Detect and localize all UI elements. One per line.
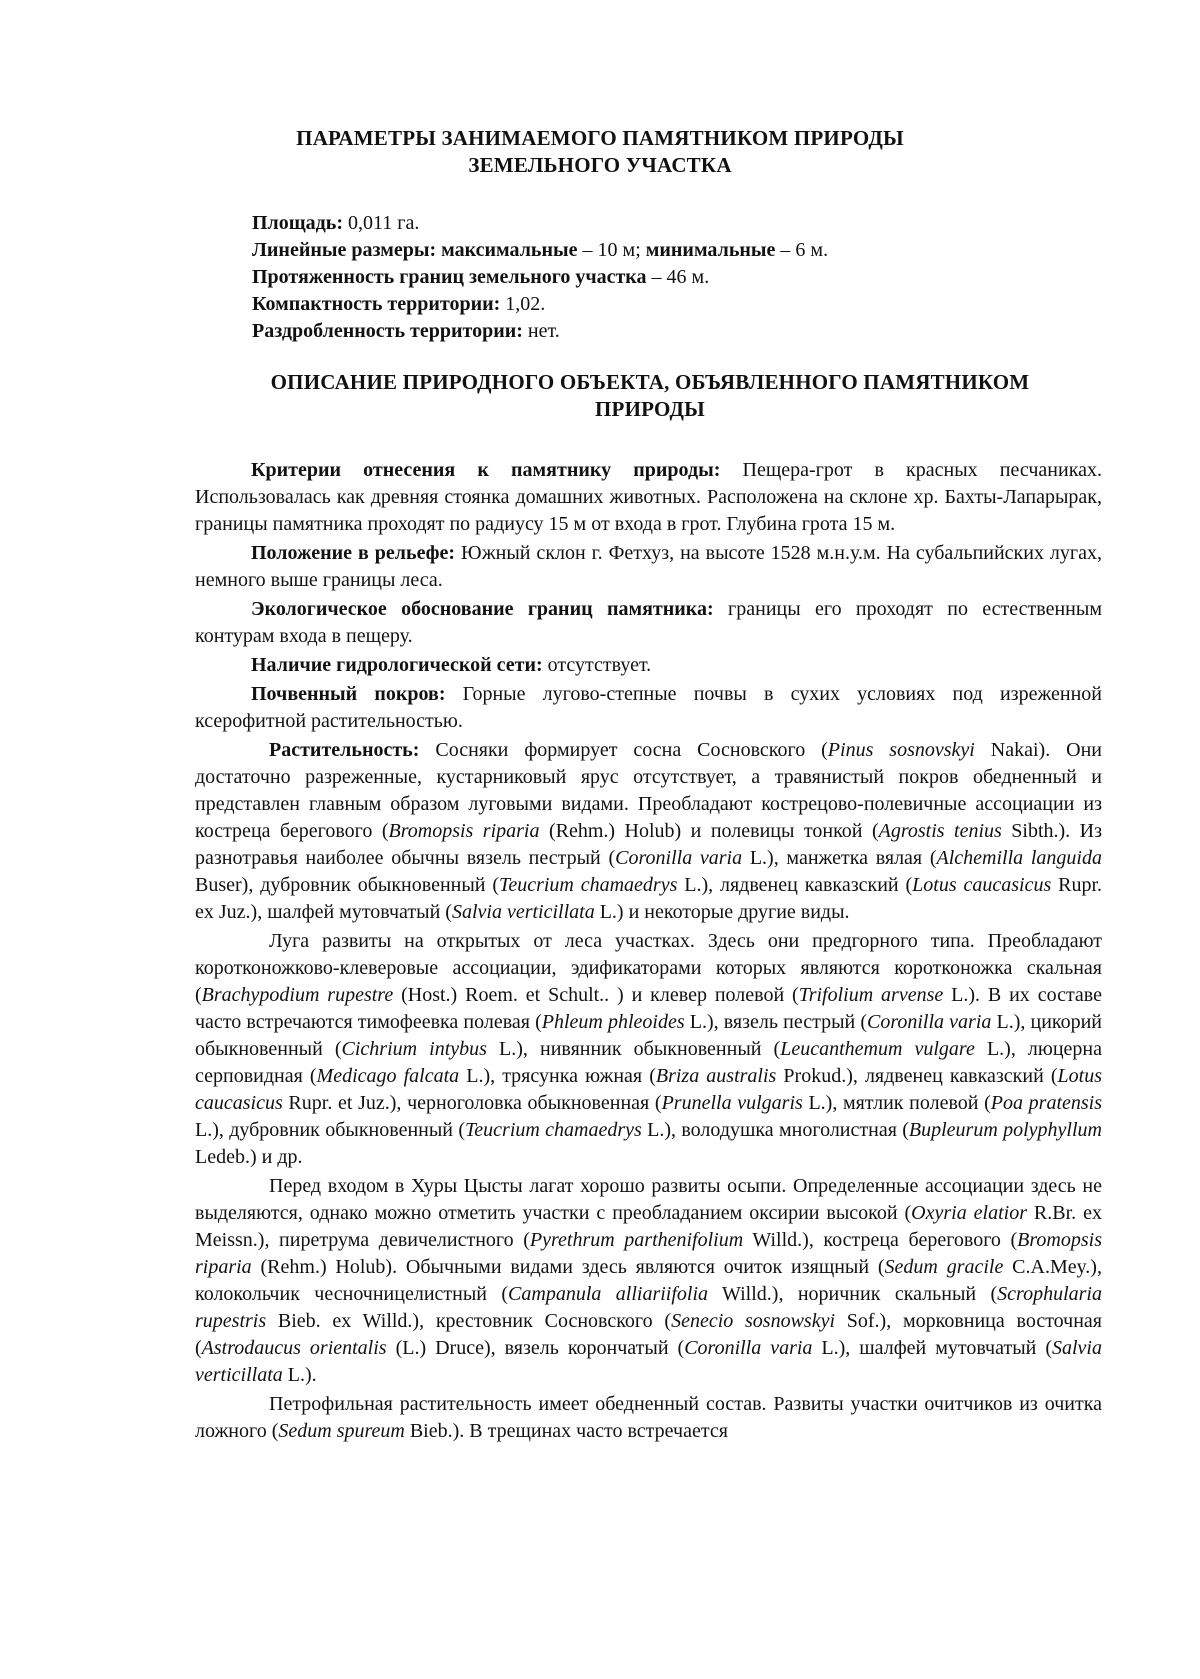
param-compactness: Компактность территории: 1,02. (252, 293, 546, 315)
title-line: ПРИРОДЫ (595, 397, 705, 421)
param-boundary-length: Протяженность границ земельного участка – 46 м. (252, 266, 710, 288)
paragraph-meadows: Луга развиты на открытых от леса участках. Здесь они предгорного типа. Преобладают коротконожково-клеверовые ассоциации, эдификаторами которых являются коротконожка скальная (Brachypodium rupestre (Host.) Roem. et Schult.. ) и клевер полевой (Trifolium arvense L.). В их составе часто встречаются тимофеевка полевая (Phleum phleoides L.), вязель пестрый (Coronilla varia L.), цикорий обыкновенный (Cichrium intybus L.), нивянник обыкновенный (Leucanthemum vulgare L.), люцерна серповидная (Medicago falcata L.), трясунка южная (Briza australis Prokud.), лядвенец кавказский (Lotus caucasicus Rupr. et Juz.), черноголовка обыкновенная (Prunella vulgaris L.), мятлик полевой (Poa pratensis L.), дубровник обыкновенный (Teucrium chamaedrys L.), володушка многолистная (Bupleurum polyphyllum Ledeb.) и др. (195, 930, 1103, 1168)
title-line: ПАРАМЕТРЫ ЗАНИМАЕМОГО ПАМЯТНИКОМ ПРИРОДЫ (296, 126, 904, 150)
paragraph-vegetation: Растительность: Сосняки формирует сосна Сосновского (Pinus sosnovskyi Nakai). Они достаточно разреженные, кустарниковый ярус отсутствует, а травянистый покров обедненный и представлен главным образом луговыми видами. Преобладают кострецово-полевичные ассоциации из костреца берегового (Bromopsis riparia (Rehm.) Holub) и полевицы тонкой (Agrostis tenius Sibth.). Из разнотравья наиболее обычны вязель пестрый (Coronilla varia L.), манжетка вялая (Alchemilla languida Buser), дубровник обыкновенный (Teucrium chamaedrys L.), лядвенец кавказский (Lotus caucasicus Rupr. ex Juz.), шалфей мутовчатый (Salvia verticillata L.) и некоторые другие виды. (195, 739, 1103, 923)
paragraph-petrophilous: Петрофильная растительность имеет обедненный состав. Развиты участки очитчиков из очитка ложного (Sedum spureum Bieb.). В трещинах часто встречается (195, 1393, 1102, 1442)
parameters-list (252, 210, 1072, 345)
description-body (195, 457, 1102, 1447)
paragraph-soil: Почвенный покров: Горные лугово-степные почвы в сухих условиях под изреженной ксерофитной растительностью. (195, 683, 1102, 732)
paragraph-criteria: Критерии отнесения к памятнику природы: Пещера-грот в красных песчаниках. Использовалась как древняя стоянка домашних животных. Расположена на склоне хр. Бахты-Лапарырак, границы памятника проходят по радиусу 15 м от входа в грот. Глубина грота 15 м. (195, 459, 1102, 535)
param-linear-size: Линейные размеры: максимальные – 10 м; минимальные – 6 м. (252, 239, 829, 261)
paragraph-screes: Перед входом в Хуры Цысты лагат хорошо развиты осыпи. Определенные ассоциации здесь не выделяются, однако можно отметить участки с преобладанием оксирии высокой (Oxyria elatior R.Br. ex Meissn.), пиретрума девичелистного (Pyrethrum parthenifolium Willd.), костреца берегового (Bromopsis riparia (Rehm.) Holub). Обычными видами здесь являются очиток изящный (Sedum gracile C.A.Mey.), колокольчик чесночницелистный (Campanula alliariifolia Willd.), норичник скальный (Scrophularia rupestris Bieb. ex Willd.), крестовник Сосновского (Senecio sosnowskyi Sof.), морковница восточная (Astrodaucus orientalis (L.) Druce), вязель корончатый (Coronilla varia L.), шалфей мутовчатый (Salvia verticillata L.). (195, 1175, 1102, 1386)
title-line: ОПИСАНИЕ ПРИРОДНОГО ОБЪЕКТА, ОБЪЯВЛЕННОГО ПАМЯТНИКОМ (270, 370, 1030, 394)
title-line: ЗЕМЕЛЬНОГО УЧАСТКА (468, 153, 732, 177)
param-area: Площадь: 0,011 га. (252, 212, 420, 234)
paragraph-ecology: Экологическое обоснование границ памятника: границы его проходят по естественным контурам входа в пещеру. (195, 598, 1102, 647)
paragraph-relief: Положение в рельефе: Южный склон г. Фетхуз, на высоте 1528 м.н.у.м. На субальпийских лугах, немного выше границы леса. (195, 542, 1102, 591)
param-fragmentation: Раздробленность территории: нет. (252, 320, 560, 342)
paragraph-hydrology: Наличие гидрологической сети: отсутствует. (251, 654, 652, 676)
section-title-description (180, 369, 1120, 423)
section-title-parameters (180, 125, 1020, 179)
